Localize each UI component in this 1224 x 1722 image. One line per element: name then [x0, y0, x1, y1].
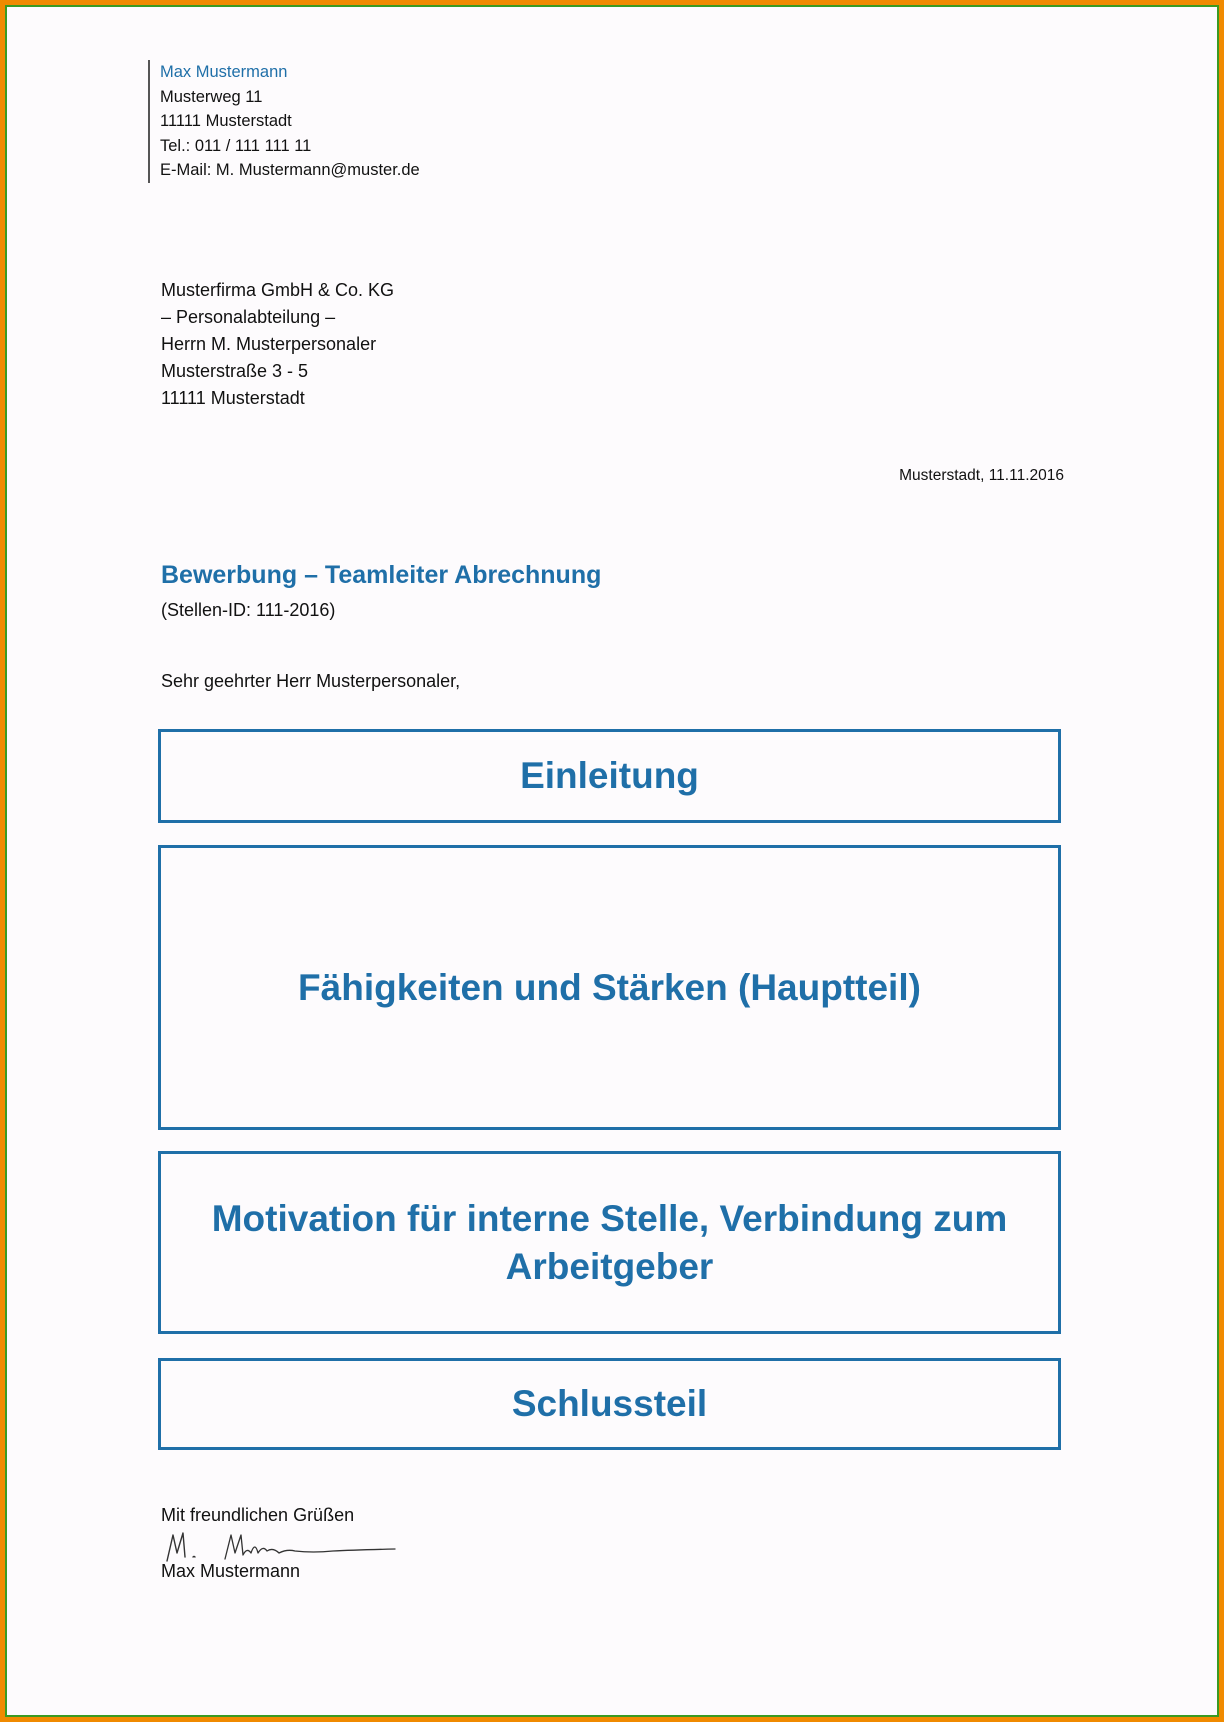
letter-subject: Bewerbung – Teamleiter Abrechnung [161, 561, 602, 589]
section-motivation-label: Motivation für interne Stelle, Verbindung zum Arbeitgeber [211, 1197, 1008, 1287]
section-main-box [158, 845, 1061, 1130]
section-closing-label: Schlussteil [511, 1383, 708, 1424]
section-motivation-box [158, 1151, 1061, 1334]
recipient-street: Musterstraße 3 - 5 [161, 361, 309, 381]
recipient-company: Musterfirma GmbH & Co. KG [161, 280, 395, 300]
recipient-city: 11111 Musterstadt [161, 388, 305, 408]
sender-address-block [148, 60, 420, 183]
section-closing-box [158, 1358, 1061, 1450]
job-id: (Stellen-ID: 111-2016) [161, 600, 336, 620]
recipient-department: – Personalabteilung – [161, 307, 336, 327]
sender-phone: Tel.: 011 / 111 111 11 [160, 136, 312, 155]
section-main-label: Fähigkeiten und Stärken (Hauptteil) [298, 966, 921, 1008]
sender-email: E-Mail: M. Mustermann@muster.de [160, 161, 420, 179]
recipient-address-block [161, 277, 394, 412]
sender-name: Max Mustermann [160, 63, 288, 81]
section-intro-label: Einleitung [520, 755, 699, 796]
salutation: Sehr geehrter Herr Musterpersonaler, [161, 671, 461, 691]
recipient-person: Herrn M. Musterpersonaler [161, 334, 377, 354]
letter-date: Musterstadt, 11.11.2016 [899, 467, 1064, 484]
closing-formula: Mit freundlichen Grüßen [161, 1505, 355, 1525]
signer-name: Max Mustermann [161, 1561, 301, 1581]
sender-street: Musterweg 11 [160, 87, 263, 106]
sender-city: 11111 Musterstadt [160, 112, 292, 130]
section-intro-box [158, 729, 1061, 823]
